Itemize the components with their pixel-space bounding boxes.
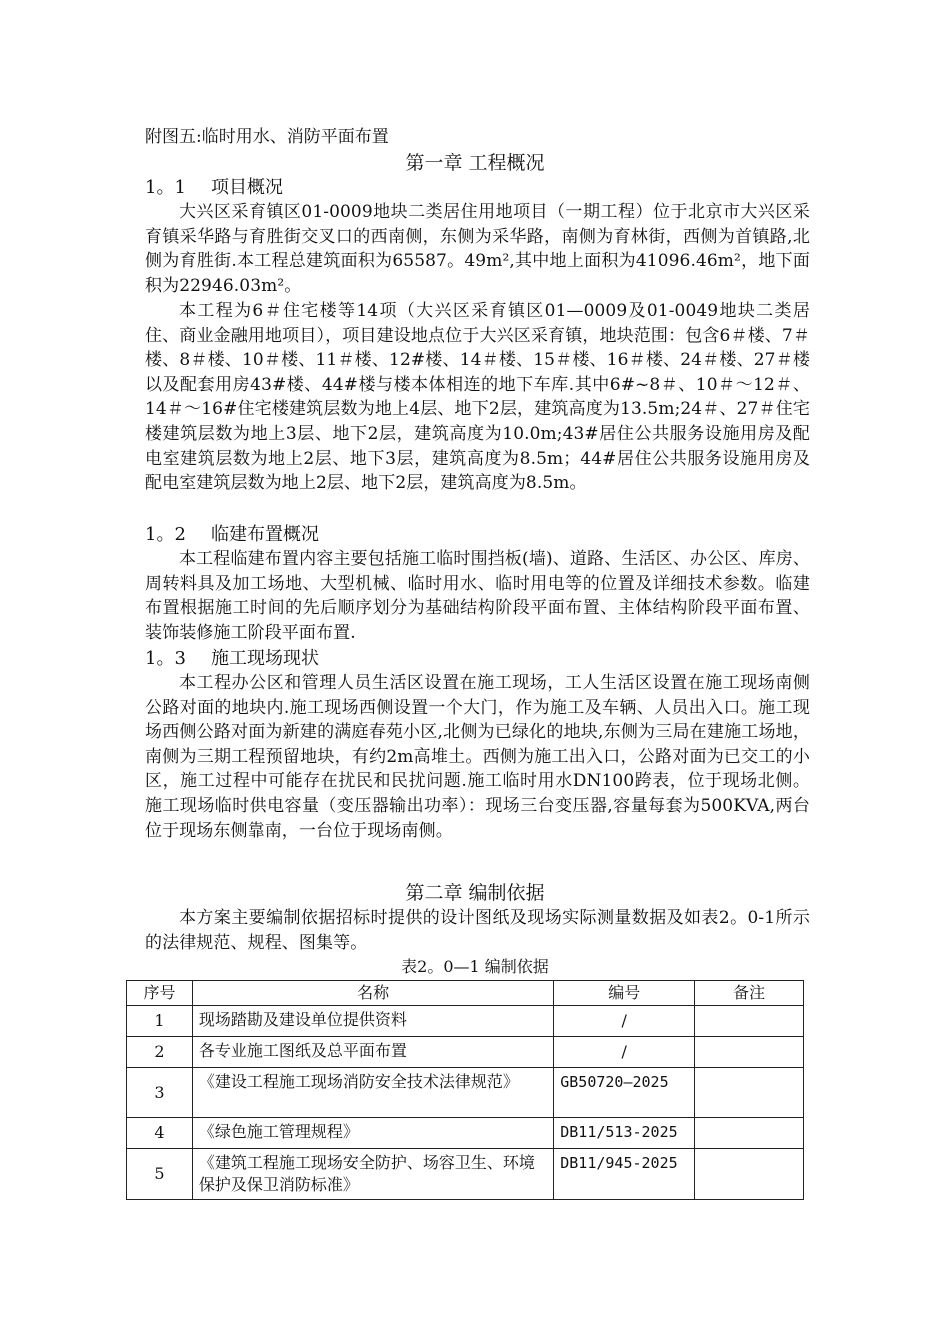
header-note: 备注 [695, 981, 804, 1006]
cell-code: DB11/513-2025 [554, 1118, 695, 1149]
cell-no: 4 [127, 1118, 193, 1149]
cell-code: / [554, 1037, 695, 1068]
cell-no: 2 [127, 1037, 193, 1068]
paragraph-site-status: 本工程办公区和管理人员生活区设置在施工现场，工人生活区设置在施工现场南侧公路对面的地块内.施工现场西侧设置一个大门，作为施工及车辆、人员出入口。施工现场西侧公路对面为新建的满庭春苑小区,北侧为已绿化的地块,东侧为三局在建施工场地，南侧为三期工程预留地块，有约2m高堆土。西侧为施工出入口，公路对面为已交工的小区，施工过程中可能存在扰民和民扰问题.施工临时用水DN100跨表，位于现场北侧。施工现场临时供电容量（变压器输出功率）：现场三台变压器,容量每套为500KVA,两台位于现场东侧靠南，一台位于现场南侧。 [145, 673, 810, 841]
cell-no: 5 [127, 1149, 193, 1200]
basis-table [126, 980, 804, 1200]
cell-name: 《绿色施工管理规程》 [192, 1118, 553, 1149]
section-title: 施工现场现状 [211, 648, 319, 669]
cell-note [695, 1118, 804, 1149]
cell-no: 3 [127, 1068, 193, 1118]
cell-code: GB50720—2025 [554, 1068, 695, 1118]
header-no: 序号 [127, 981, 193, 1006]
cell-note [695, 1037, 804, 1068]
section-number: 1。3 [145, 648, 186, 669]
cell-name: 各专业施工图纸及总平面布置 [192, 1037, 553, 1068]
appendix-line: 附图五:临时用水、消防平面布置 [145, 127, 389, 147]
section-1-3-heading [145, 647, 319, 671]
cell-name: 《建设工程施工现场消防安全技术法律规范》 [192, 1068, 553, 1118]
section-title: 临建布置概况 [211, 524, 319, 545]
cell-code: DB11/945-2025 [554, 1149, 695, 1200]
table-row [127, 1068, 804, 1118]
cell-name: 现场踏勘及建设单位提供资料 [192, 1006, 553, 1037]
cell-name: 《建筑工程施工现场安全防护、场容卫生、环境保护及保卫消防标准》 [192, 1149, 553, 1200]
paragraph-project-overview-1: 大兴区采育镇区01-0009地块二类居住用地项目（一期工程）位于北京市大兴区采育镇采华路与育胜街交叉口的西南侧，东侧为采华路，南侧为育林街，西侧为首镇路,北侧为育胜街.本工程总建筑面积为65587。49m²,其中地上面积为41096.46m²，地下面积为22946.03m²。 [145, 202, 810, 296]
table-row [127, 1149, 804, 1200]
table-row [127, 1037, 804, 1068]
table-caption: 表2。0—1 编制依据 [401, 957, 549, 976]
section-1-1-heading [145, 176, 283, 200]
section-number: 1。1 [145, 177, 186, 198]
chapter-1-title: 第一章 工程概况 [405, 152, 545, 174]
section-title: 项目概况 [211, 177, 283, 198]
chapter-2-title: 第二章 编制依据 [405, 882, 545, 904]
cell-note [695, 1068, 804, 1118]
header-code: 编号 [554, 981, 695, 1006]
cell-note [695, 1006, 804, 1037]
cell-no: 1 [127, 1006, 193, 1037]
table-row [127, 1118, 804, 1149]
table-header-row [127, 981, 804, 1006]
cell-code: / [554, 1006, 695, 1037]
paragraph-temporary-layout: 本工程临建布置内容主要包括施工临时围挡板(墙)、道路、生活区、办公区、库房、周转料具及加工场地、大型机械、临时用水、临时用电等的位置及详细技术参数。临建布置根据施工时间的先后顺序划分为基础结构阶段平面布置、主体结构阶段平面布置、装饰装修施工阶段平面布置. [145, 549, 810, 643]
section-1-2-heading [145, 523, 319, 547]
paragraph-basis-intro: 本方案主要编制依据招标时提供的设计图纸及现场实际测量数据及如表2。0-1所示的法律规范、规程、图集等。 [145, 908, 810, 953]
cell-note [695, 1149, 804, 1200]
header-name: 名称 [192, 981, 553, 1006]
section-number: 1。2 [145, 524, 186, 545]
table-row [127, 1006, 804, 1037]
paragraph-project-overview-2: 本工程为6＃住宅楼等14项（大兴区采育镇区01—0009及01-0049地块二类居住、商业金融用地项目），项目建设地点位于大兴区采育镇，地块范围：包含6＃楼、7＃楼、8＃楼、10＃楼、11＃楼、12#楼、14＃楼、15＃楼、16＃楼、24＃楼、27＃楼以及配套用房43#楼、44#楼与楼本体相连的地下车库.其中6#~8＃、10＃～12＃、14＃～16#住宅楼建筑层数为地上4层、地下2层，建筑高度为13.5m;24＃、27＃住宅楼建筑层数为地上3层、地下2层，建筑高度为10.0m;43#居住公共服务设施用房及配电室建筑层数为地上2层、地下3层，建筑高度为8.5m；44#居住公共服务设施用房及配电室建筑层数为地上2层、地下2层，建筑高度为8.5m。 [145, 301, 810, 494]
